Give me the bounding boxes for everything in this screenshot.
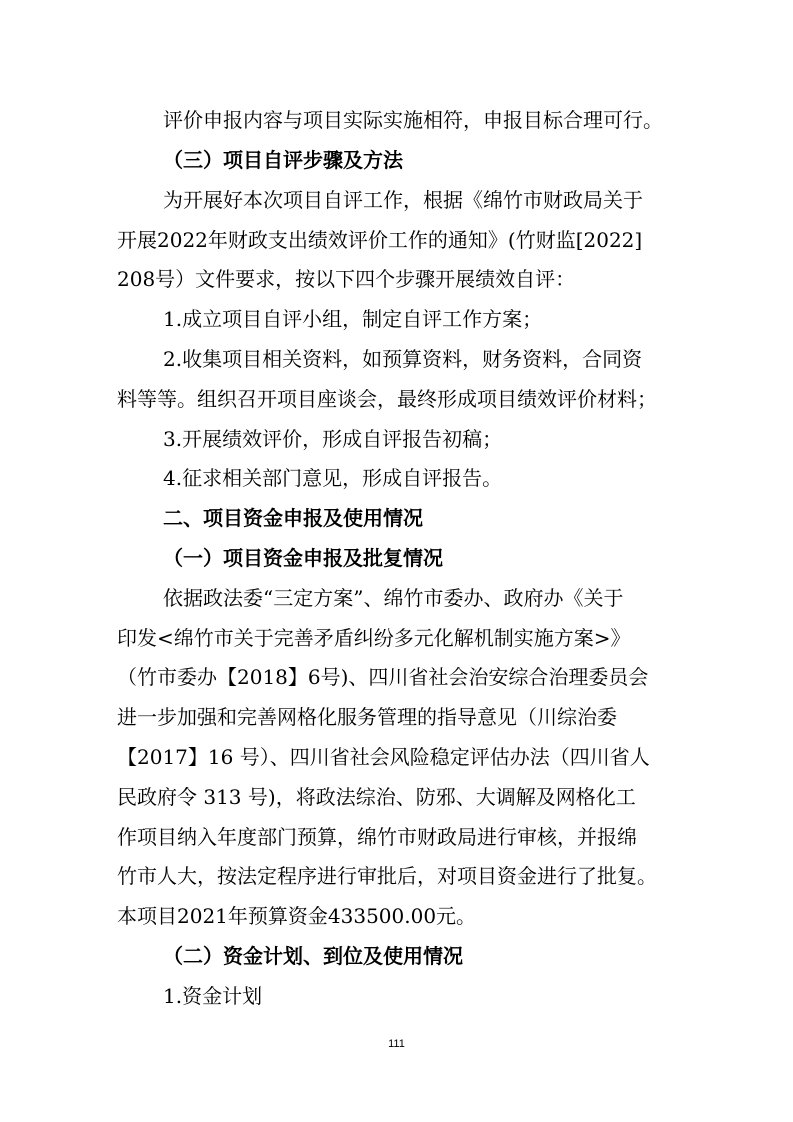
text-line-13: 依据政法委“三定方案”、绵竹市委办、政府办《关于: [163, 586, 624, 610]
step-4: 4.征求相关部门意见，形成自评报告。: [163, 466, 503, 490]
step-1: 1.成立项目自评小组，制定自评工作方案；: [163, 307, 543, 331]
subsection-heading-3: （三）项目自评步骤及方法: [163, 148, 403, 172]
text-line-20: 竹市人大，按法定程序进行审批后，对项目资金进行了批复。: [117, 864, 657, 888]
text-line-23: 1.资金计划: [163, 984, 263, 1008]
text-line-5: 208号）文件要求，按以下四个步骤开展绩效自评：: [117, 267, 576, 291]
text-line-15: （竹市委办【2018】6号)、四川省社会治安综合治理委员会: [117, 665, 649, 689]
section-heading-2: 二、项目资金申报及使用情况: [163, 506, 423, 530]
page-number: 111: [388, 1038, 405, 1050]
text-line-19: 作项目纳入年度部门预算，绵竹市财政局进行审核，并报绵: [117, 825, 637, 849]
text-line-8: 料等等。组织召开项目座谈会，最终形成项目绩效评价材料；: [117, 387, 657, 411]
text-line-1: 评价申报内容与项目实际实施相符，申报目标合理可行。: [163, 108, 663, 132]
text-line-14: 印发<绵竹市关于完善矛盾纠纷多元化解机制实施方案>》: [117, 626, 631, 650]
subsection-heading-2: （二）资金计划、到位及使用情况: [163, 944, 463, 968]
text-line-17: 【2017】16 号）、四川省社会风险稳定评估办法（四川省人: [117, 745, 650, 769]
step-3: 3.开展绩效评价，形成自评报告初稿；: [163, 427, 503, 451]
text-line-3: 为开展好本次项目自评工作，根据《绵竹市财政局关于: [163, 188, 643, 212]
text-line-21: 本项目2021年预算资金433500.00元。: [117, 904, 477, 928]
text-line-16: 进一步加强和完善网格化服务管理的指导意见（川综治委: [117, 705, 617, 729]
text-line-18: 民政府令 313 号)，将政法综治、防邪、大调解及网格化工: [117, 785, 636, 809]
text-line-4: 开展2022年财政支出绩效评价工作的通知》(竹财监[2022]: [117, 228, 643, 252]
step-2: 2.收集项目相关资料，如预算资料，财务资料，合同资: [163, 347, 643, 371]
subsection-heading-1: （一）项目资金申报及批复情况: [163, 546, 443, 570]
